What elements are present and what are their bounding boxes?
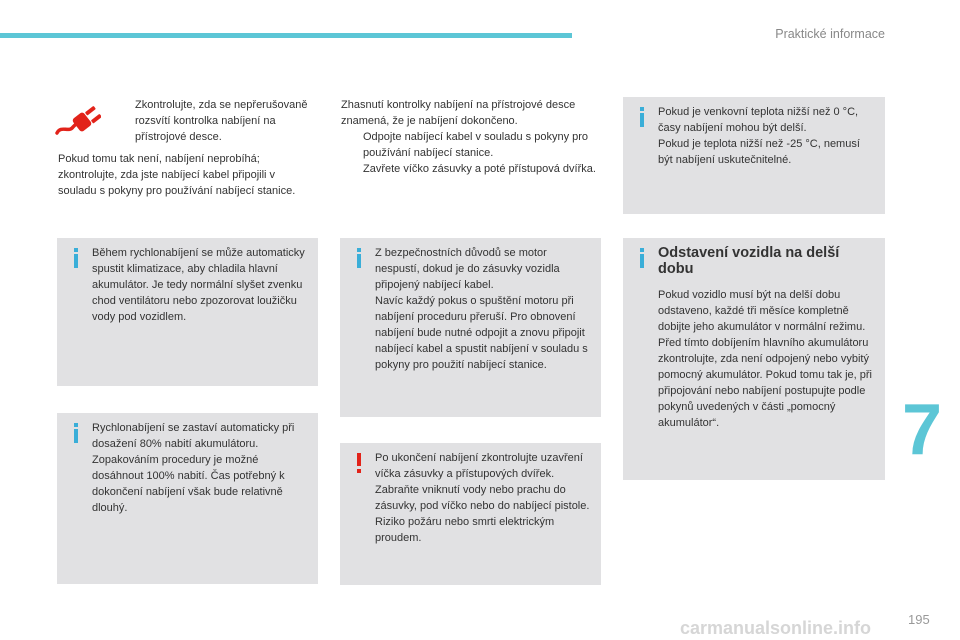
info-box-long-parking: [623, 238, 885, 480]
warning-box-after-charging: [340, 443, 601, 585]
bullet-icon: [341, 161, 363, 177]
info-text: Z bezpečnostních důvodů se motor nespustí, dokud je do zásuvky vozidla připojený nabíjecí kabel. Navíc každý pokus o spuštění motoru při nabíjení proceduru přeruší. Pro obnovení nabíjení bude nutné odpojit a znovu připojit nabíjecí kabel a spustit nabíjení v souladu s pokyny pro použití nabíjecí stanice.: [375, 247, 588, 371]
section-title: Praktické informace: [775, 27, 885, 41]
charging-plug-icon: [55, 103, 101, 139]
info-box-air-conditioning: [57, 238, 318, 386]
info-text: Pokud je venkovní teplota nižší než 0 °C, časy nabíjení mohou být delší. Pokud je teplota nižší než -25 °C, nemusí být nabíjení uskutečnitelné.: [658, 106, 860, 166]
watermark: carmanualsonline.info: [680, 618, 872, 638]
no-charging-paragraph: Pokud tomu tak není, nabíjení neprobíhá; zkontrolujte, zda jste nabíjecí kabel připojili v souladu s pokyny pro používání nabíjecí stanice.: [58, 153, 296, 197]
info-box-safety: [340, 238, 601, 417]
long-parking-heading: Odstavení vozidla na delší dobu: [658, 245, 840, 277]
info-icon: [71, 423, 81, 443]
info-icon: [71, 248, 81, 268]
chapter-number: 7: [902, 390, 943, 470]
warning-text: Po ukončení nabíjení zkontrolujte uzavření víčka zásuvky a přístupových dvířek. Zabraňte vniknutí vody nebo prachu do zásuvky, pod víčko nebo do nabíjecí pistole. Riziko požáru nebo smrti elektrickým proudem.: [375, 452, 590, 544]
bullet-icon: [113, 97, 135, 145]
info-box-fast-charging: [57, 413, 318, 584]
info-box-temperature: [623, 97, 885, 214]
bullet-text: Zkontrolujte, zda se nepřerušovaně rozsvítí kontrolka nabíjení na přístrojové desce.: [135, 99, 308, 143]
info-text: Během rychlonabíjení se může automaticky spustit klimatizace, aby chladila hlavní akumulátor. Je tedy normální slyšet zvenku chod ventilátoru nebo zpozorovat loužičku vody pod vozidlem.: [92, 247, 305, 323]
bullet-text: Odpojte nabíjecí kabel v souladu s pokyny pro používání nabíjecí stanice.: [363, 131, 589, 159]
info-text: Rychlonabíjení se zastaví automaticky při dosažení 80% nabití akumulátoru. Zopakováním procedury je možné dosáhnout 100% nabití. Čas potřebný k dokončení nabíjení však bude relativně dlouhý.: [92, 422, 295, 514]
bullet-text: Zavřete víčko zásuvky a poté přístupová dvířka.: [363, 163, 596, 175]
check-indicator-bullet: [113, 97, 323, 145]
long-parking-text: Pokud vozidlo musí být na delší dobu odstaveno, každé tři měsíce kompletně dobijte jeho akumulátor v normální režimu. Před tímto dobíjením hlavního akumulátoru zkontrolujte, zda není odpojený nebo vybitý pomocný akumulátor. Pokud tomu tak je, při připojování nebo nabíjení postupujte podle pokynů uvedených v části „pomocný akumulátor“.: [658, 289, 872, 429]
info-icon: [637, 248, 647, 268]
header-accent-bar: [0, 33, 572, 38]
info-icon: [354, 248, 364, 268]
bullet-icon: [341, 129, 363, 161]
warning-icon: [354, 453, 364, 473]
charging-finished-intro: Zhasnutí kontrolky nabíjení na přístrojové desce znamená, že je nabíjení dokončeno.: [341, 99, 576, 127]
info-icon: [637, 107, 647, 127]
charging-finished-section: [341, 97, 603, 177]
page-number: 195: [908, 612, 930, 627]
